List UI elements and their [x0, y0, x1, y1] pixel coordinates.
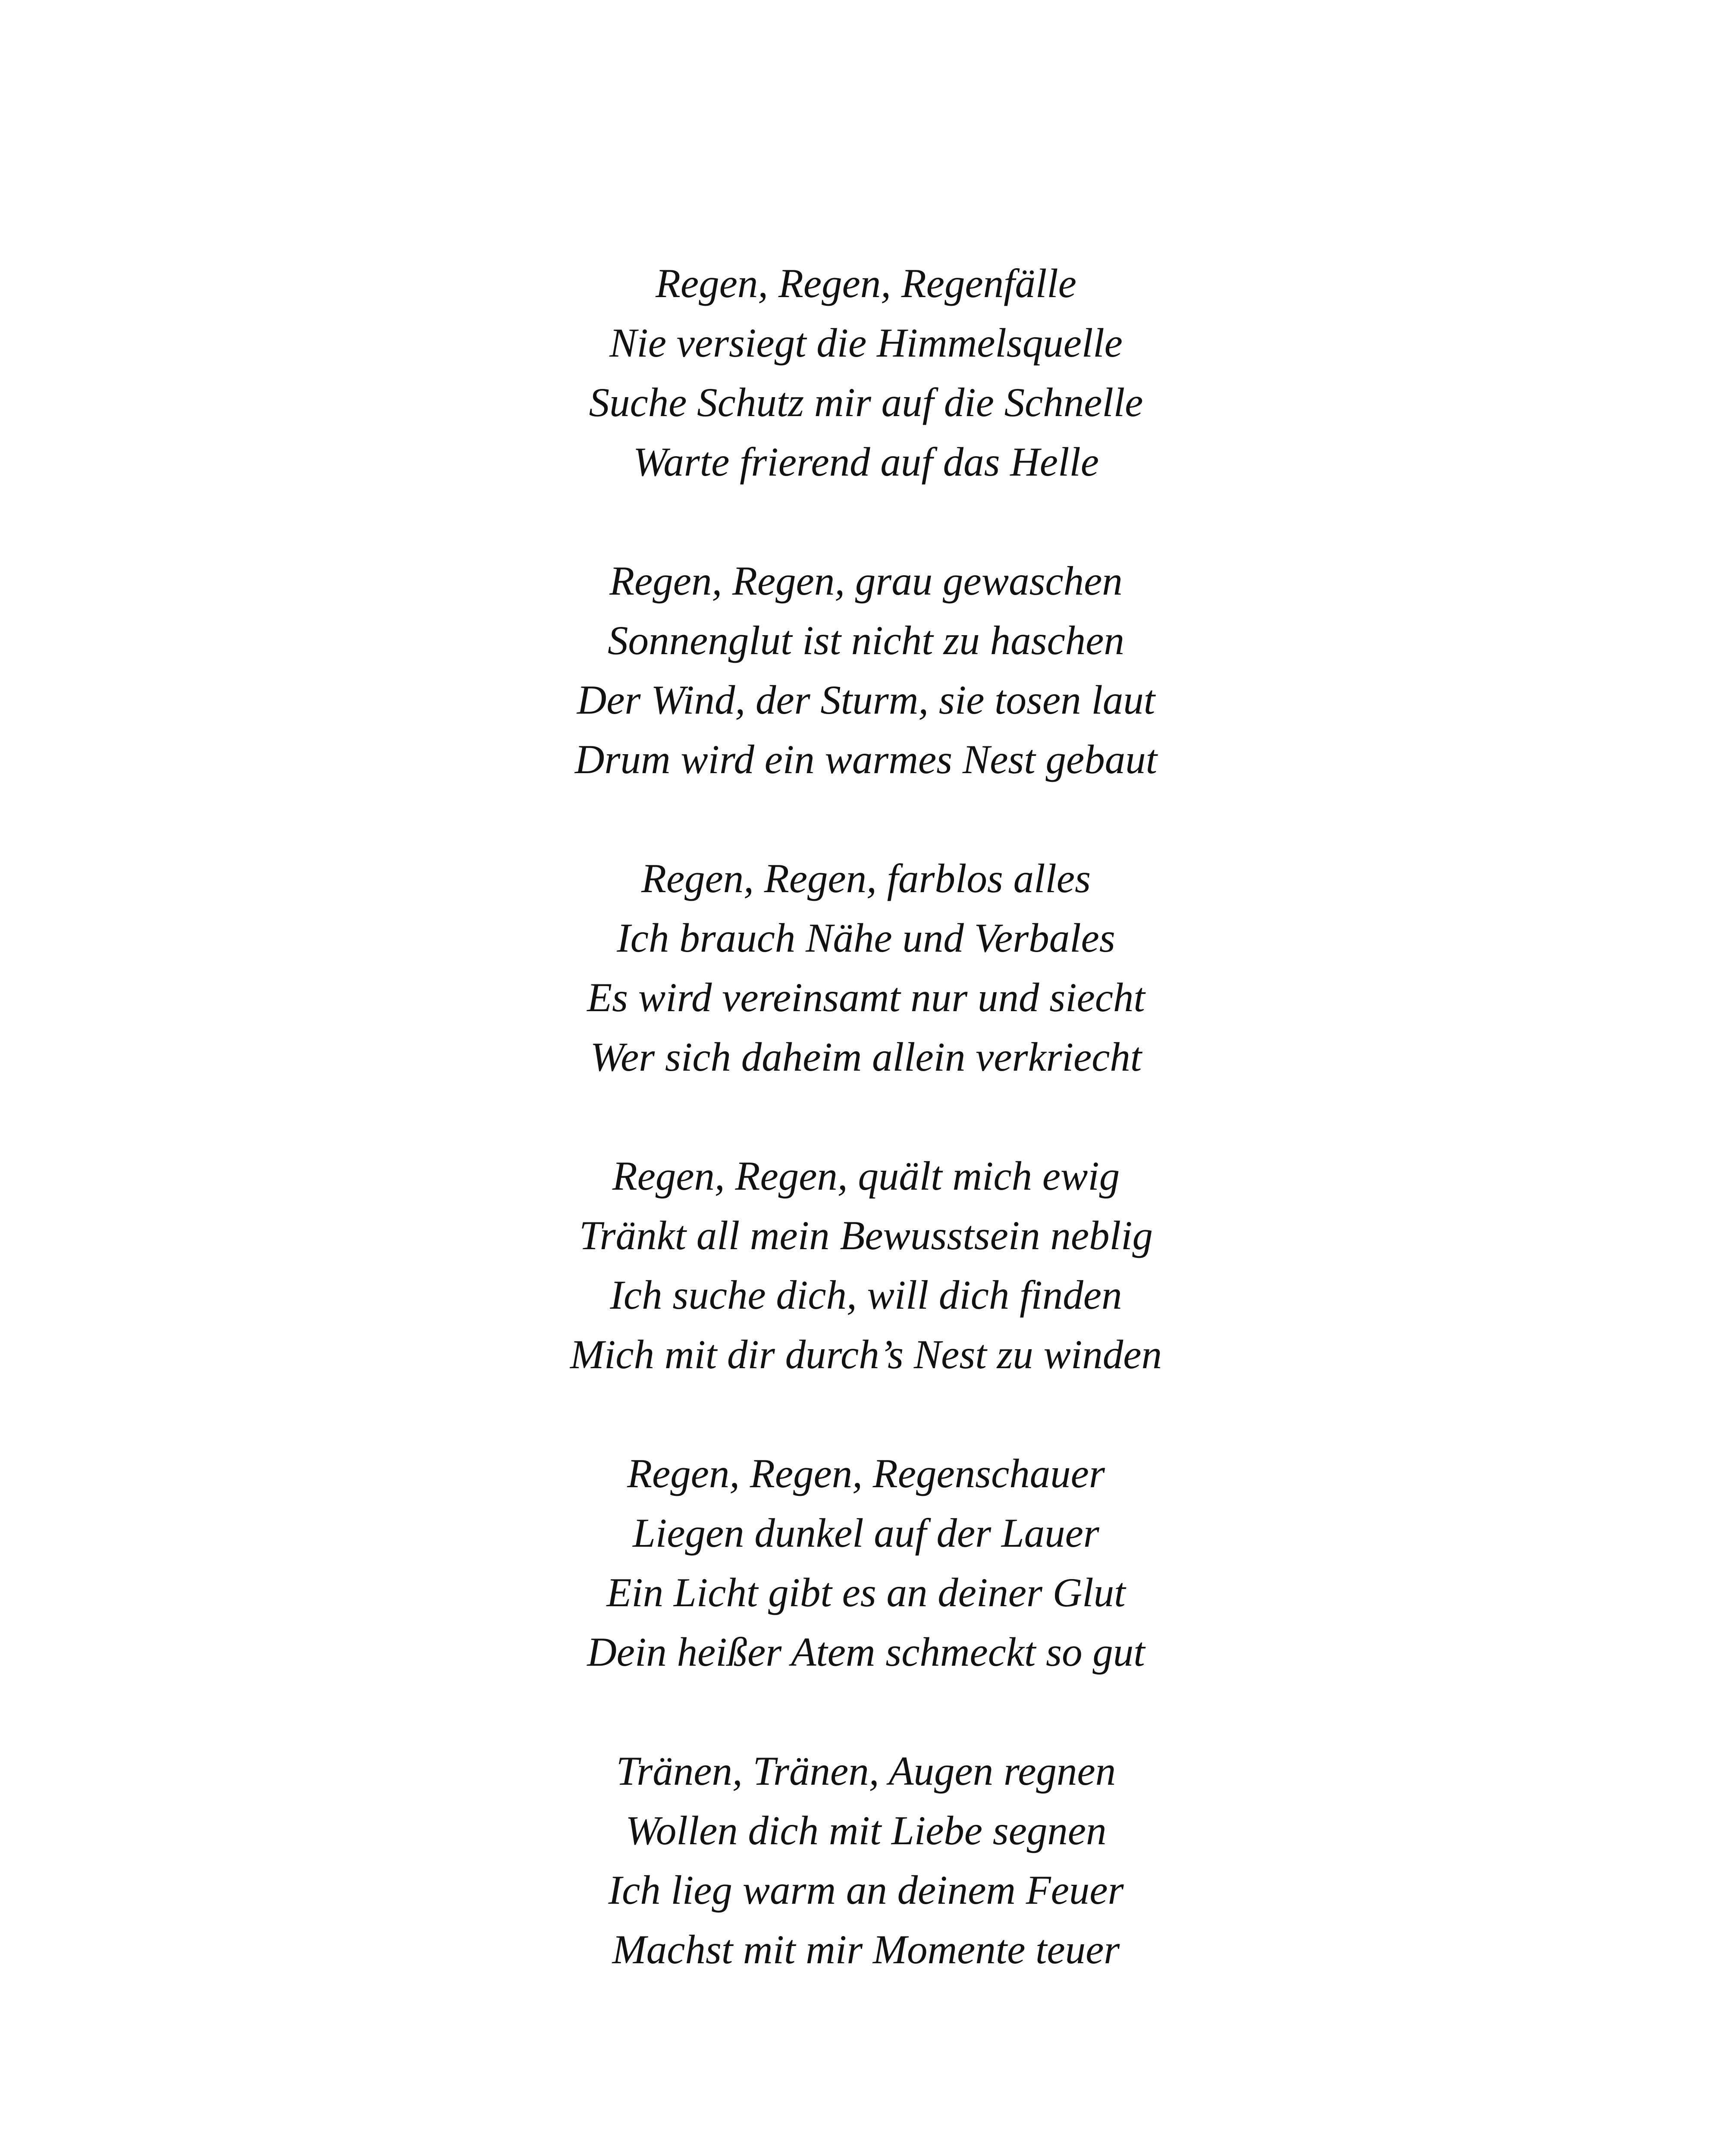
poem-line: Regen, Regen, Regenschauer [627, 1451, 1105, 1496]
poem-line: Es wird vereinsamt nur und siecht [587, 975, 1145, 1020]
poem-line: Wer sich daheim allein verkriecht [590, 1034, 1142, 1080]
poem-line: Ein Licht gibt es an deiner Glut [606, 1570, 1126, 1615]
poem-line: Nie versiegt die Himmelsquelle [609, 320, 1123, 366]
poem-line: Regen, Regen, Regenfälle [656, 260, 1076, 306]
poem-line: Liegen dunkel auf der Lauer [633, 1510, 1099, 1556]
stanza [0, 551, 1732, 789]
poem-line: Ich brauch Nähe und Verbales [617, 915, 1115, 961]
poem-line: Drum wird ein warmes Nest gebaut [574, 736, 1158, 782]
poem-line: Ich lieg warm an deinem Feuer [608, 1867, 1124, 1913]
poem-line: Dein heißer Atem schmeckt so gut [587, 1629, 1145, 1675]
stanza [0, 1444, 1732, 1682]
poem-line: Sonnenglut ist nicht zu haschen [608, 617, 1124, 663]
poem-line: Machst mit mir Momente teuer [612, 1927, 1120, 1972]
stanza [0, 254, 1732, 492]
poem-line: Mich mit dir durch’s Nest zu winden [570, 1332, 1162, 1377]
poem-line: Regen, Regen, quält mich ewig [612, 1153, 1120, 1199]
poem-line: Tränen, Tränen, Augen regnen [616, 1748, 1116, 1794]
poem-line: Ich suche dich, will dich finden [610, 1272, 1122, 1318]
stanza [0, 849, 1732, 1087]
poem-line: Regen, Regen, farblos alles [641, 856, 1091, 901]
poem-line: Warte frierend auf das Helle [633, 439, 1099, 485]
poem-line: Regen, Regen, grau gewaschen [609, 558, 1123, 604]
poem [0, 254, 1732, 2039]
poem-line: Der Wind, der Sturm, sie tosen laut [577, 677, 1155, 723]
stanza [0, 1741, 1732, 1979]
poem-line: Suche Schutz mir auf die Schnelle [589, 379, 1143, 425]
stanza [0, 1146, 1732, 1384]
poem-line: Tränkt all mein Bewusstsein neblig [579, 1213, 1153, 1258]
poem-line: Wollen dich mit Liebe segnen [625, 1808, 1107, 1853]
